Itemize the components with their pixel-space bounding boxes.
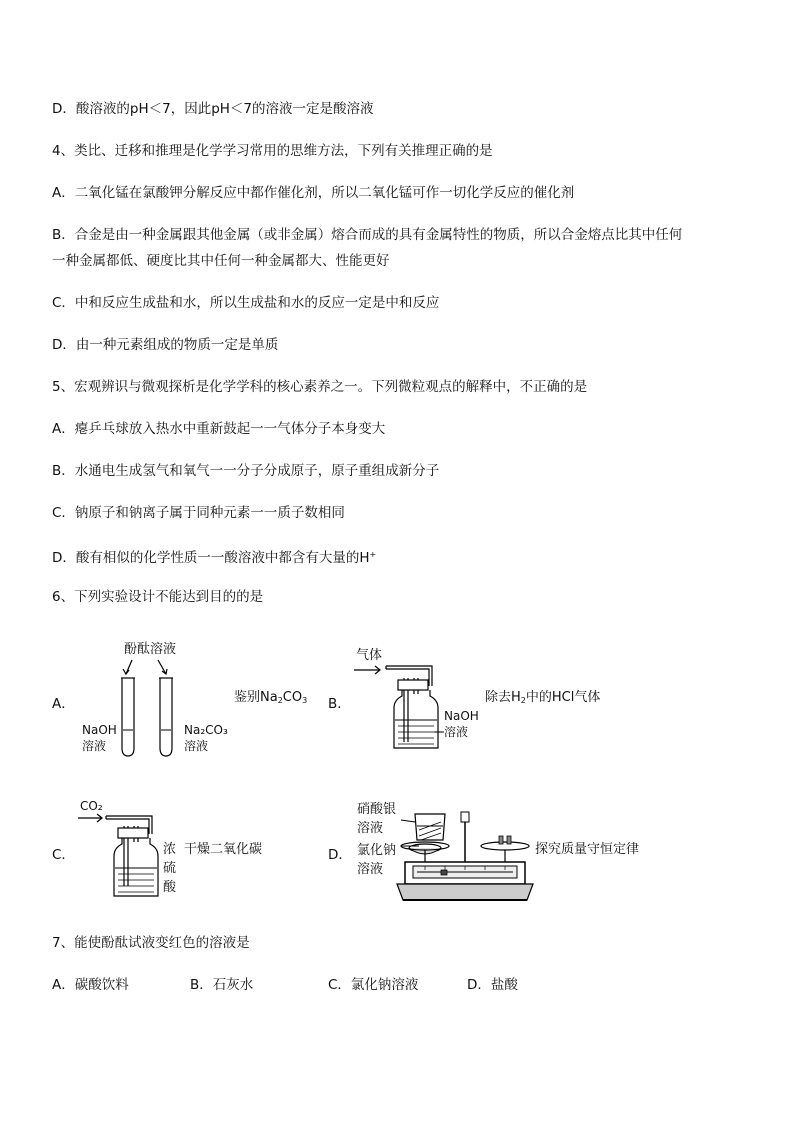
figure-c-letter: C． xyxy=(52,847,75,863)
q3-option-d: D．酸溶液的pH＜7，因此pH＜7的溶液一定是酸溶液 xyxy=(52,101,374,117)
q7-option-b: B．石灰水 xyxy=(190,977,254,993)
balance-diagram xyxy=(395,800,535,910)
figure-a-letter: A． xyxy=(52,696,75,712)
q7-option-a: A．碳酸饮料 xyxy=(52,977,129,993)
figure-c-gas-label: CO₂ xyxy=(80,799,103,813)
q4-option-a: A．二氧化锰在氯酸钾分解反应中都作催化剂，所以二氧化锰可作一切化学反应的催化剂 xyxy=(52,185,575,201)
figure-c-caption: 干燥二氧化碳 xyxy=(184,842,263,857)
q7-option-c: C．氯化钠溶液 xyxy=(328,977,419,993)
figure-a-left-label-1: NaOH xyxy=(82,723,117,737)
q5-option-d xyxy=(52,546,376,567)
q5-option-a: A．瘪乒乓球放入热水中重新鼓起一一气体分子本身变大 xyxy=(52,421,386,437)
figure-b-gas-label: 气体 xyxy=(356,648,383,663)
figure-b-caption-pre: 除去H xyxy=(485,690,521,705)
figure-d-bottom-1: 氯化钠 xyxy=(357,843,397,858)
figure-d-caption: 探究质量守恒定律 xyxy=(535,842,640,857)
figure-b-letter: B． xyxy=(328,696,351,712)
q4-option-b-line2: 一种金属都低、硬度比其中任何一种金属都大、性能更好 xyxy=(52,253,390,269)
figure-d-top-1: 硝酸银 xyxy=(357,802,397,817)
figure-a-top-label: 酚酞溶液 xyxy=(124,642,177,657)
figure-c-acid-3: 酸 xyxy=(163,880,177,895)
figure-a-caption xyxy=(234,690,307,709)
q5-option-d-text: D．酸有相似的化学性质一一酸溶液中都含有大量的H xyxy=(52,550,370,566)
figure-a-caption-pre: 鉴别Na xyxy=(234,690,278,705)
figure-a-caption-sub: 2 xyxy=(277,696,283,705)
figure-b-caption-post: 中的HCl气体 xyxy=(525,690,601,705)
figure-d-bottom-2: 溶液 xyxy=(357,862,384,877)
q5-option-b: B．水通电生成氢气和氧气一一分子分成原子，原子重组成新分子 xyxy=(52,463,440,479)
figure-a-right-label-2: 溶液 xyxy=(184,739,209,753)
q5-option-c: C．钠原子和钠离子属于同种元素一一质子数相同 xyxy=(52,505,345,521)
q4-option-d: D．由一种元素组成的物质一定是单质 xyxy=(52,337,279,353)
figure-c-acid-2: 硫 xyxy=(163,861,177,876)
q4-stem: 4、类比、迁移和推理是化学学习常用的思维方法，下列有关推理正确的是 xyxy=(52,143,493,159)
q4-option-b-line1: B．合金是由一种金属跟其他金属（或非金属）熔合而成的具有金属特性的物质，所以合金熔点比其中任何 xyxy=(52,227,683,243)
test-tubes-diagram xyxy=(110,660,190,760)
figure-b-solution-1: NaOH xyxy=(444,709,479,723)
figure-b-solution-2: 溶液 xyxy=(444,725,469,739)
q5-stem: 5、宏观辨识与微观探析是化学学科的核心素养之一。下列微粒观点的解释中，不正确的是 xyxy=(52,379,588,395)
figure-d-letter: D． xyxy=(328,847,352,863)
q7-option-d: D．盐酸 xyxy=(467,977,518,993)
figure-a-left-label-2: 溶液 xyxy=(82,739,107,753)
figure-b-caption xyxy=(485,690,600,709)
figure-a-right-label-1: Na₂CO₃ xyxy=(184,723,228,737)
figure-a-caption-sub2: 3 xyxy=(302,696,308,705)
q7-stem: 7、能使酚酞试液变红色的溶液是 xyxy=(52,935,250,951)
figure-c-acid-1: 浓 xyxy=(163,842,177,857)
figure-d-top-2: 溶液 xyxy=(357,821,384,836)
figure-a-caption-post: CO xyxy=(282,690,303,705)
q4-option-c: C．中和反应生成盐和水，所以生成盐和水的反应一定是中和反应 xyxy=(52,295,440,311)
figure-b-caption-sub: 2 xyxy=(520,696,526,705)
q6-stem: 6、下列实验设计不能达到目的的是 xyxy=(52,589,264,605)
hydrogen-ion-charge: + xyxy=(369,550,377,559)
